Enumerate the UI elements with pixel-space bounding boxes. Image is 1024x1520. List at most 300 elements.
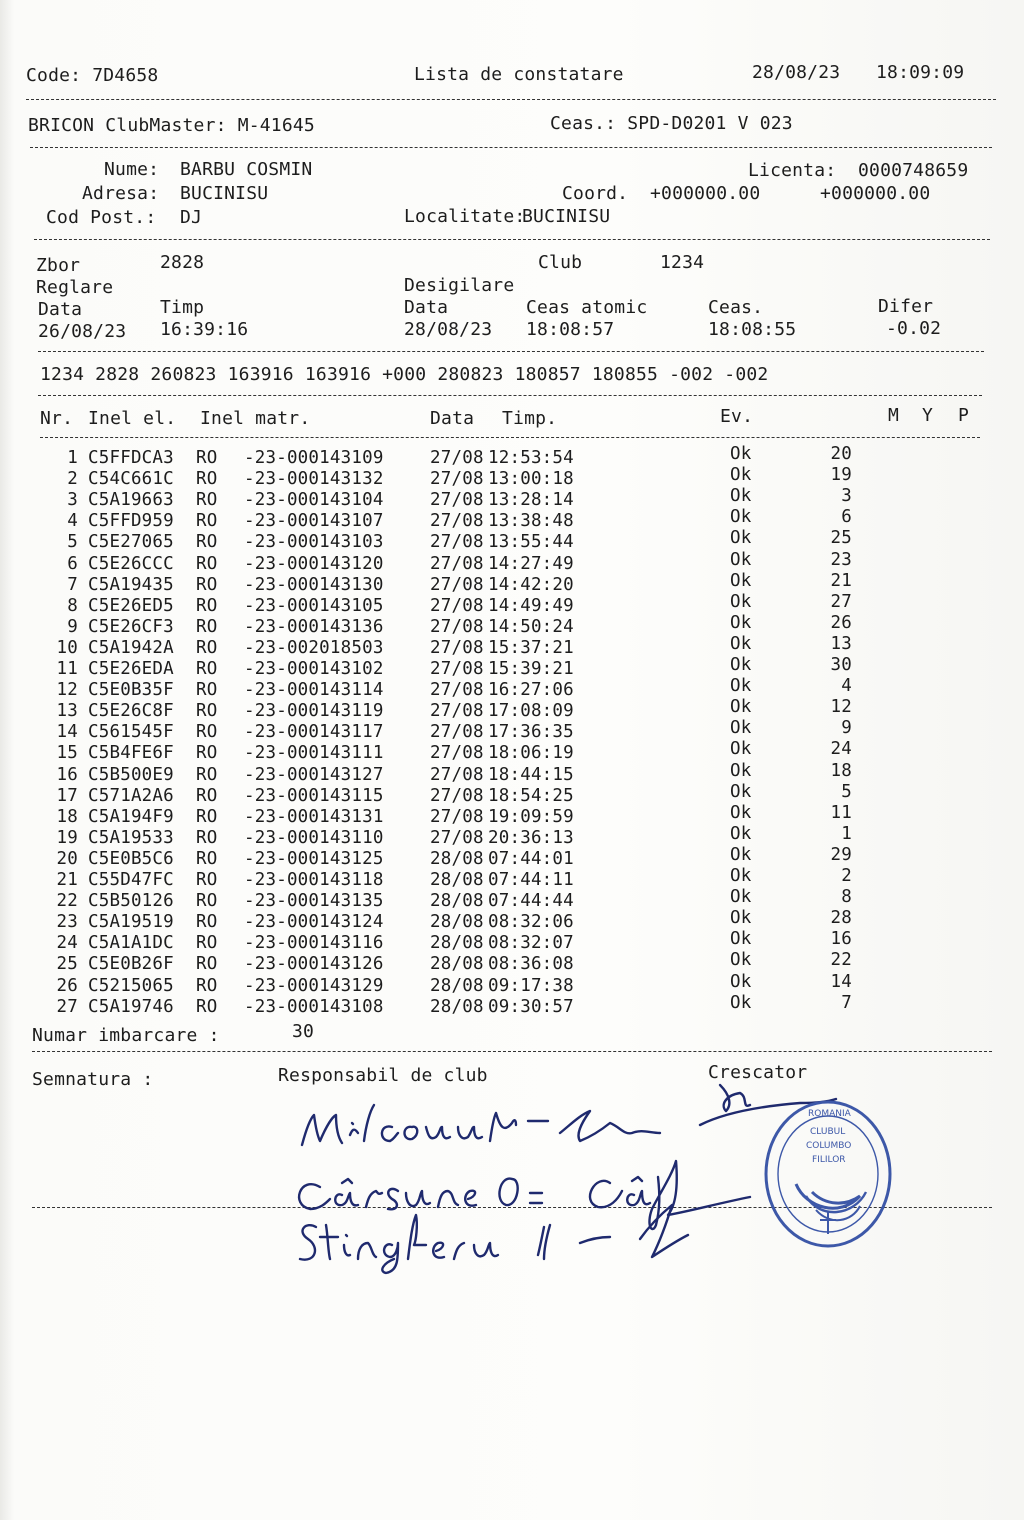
row-time: 07:44:11 <box>488 870 574 890</box>
row-country: RO <box>196 553 218 574</box>
row-chip-id: C5FFD959 <box>88 511 174 532</box>
row-time: 08:36:08 <box>488 954 574 975</box>
flight-label: Zbor <box>36 255 81 276</box>
row-event: Ok <box>730 570 752 591</box>
difference-value: -0.02 <box>886 318 942 339</box>
row-number: 27 <box>56 996 78 1017</box>
table-row <box>0 739 1024 764</box>
row-position: 7 <box>841 992 852 1013</box>
row-time: 12:53:54 <box>488 448 574 468</box>
des-date: 28/08/23 <box>404 319 493 340</box>
row-chip-id: C5215065 <box>88 975 174 996</box>
row-time: 09:30:57 <box>488 996 574 1017</box>
atomic-time: 18:08:57 <box>526 319 615 340</box>
clock-label: Ceas. <box>708 297 764 318</box>
row-number: 9 <box>67 616 78 637</box>
row-event: Ok <box>730 676 752 697</box>
table-row <box>0 528 1024 553</box>
col-nr: Nr. <box>40 408 74 429</box>
row-chip-id: C5A19746 <box>88 996 174 1017</box>
locality-value: BUCINISU <box>522 206 611 227</box>
row-number: 5 <box>67 532 78 553</box>
table-row <box>0 612 1024 638</box>
row-date: 27/08 <box>430 511 484 532</box>
signature-label: Semnatura : <box>32 1069 154 1090</box>
row-event: Ok <box>730 866 752 886</box>
svg-text:ROMANIA: ROMANIA <box>808 1109 851 1119</box>
clock-time: 18:08:55 <box>708 319 797 340</box>
row-time: 14:27:49 <box>488 553 574 574</box>
row-event: Ok <box>730 507 752 528</box>
row-position: 26 <box>830 612 852 633</box>
row-position: 22 <box>830 950 852 971</box>
row-date: 27/08 <box>430 722 484 743</box>
row-country: RO <box>196 743 218 764</box>
row-number: 26 <box>56 975 78 996</box>
row-country: RO <box>196 827 218 848</box>
row-country: RO <box>196 870 218 890</box>
row-ring-number: -23-000143103 <box>244 532 384 553</box>
row-date: 27/08 <box>430 637 484 658</box>
table-row <box>0 570 1024 596</box>
row-position: 24 <box>830 739 852 760</box>
row-chip-id: C5FFDCA3 <box>88 448 174 468</box>
divider <box>30 147 992 148</box>
locality-label: Localitate: <box>404 206 526 227</box>
code-label: Code: 7D4658 <box>26 65 159 86</box>
row-date: 27/08 <box>430 448 484 468</box>
coord-lon: +000000.00 <box>820 183 931 204</box>
row-time: 13:38:48 <box>488 511 574 532</box>
row-ring-number: -23-000143114 <box>244 680 384 701</box>
row-chip-id: C5E26CCC <box>88 553 174 574</box>
table-row <box>0 549 1024 575</box>
row-time: 20:36:13 <box>488 827 574 848</box>
row-ring-number: -23-000143115 <box>244 785 384 806</box>
row-time: 13:55:44 <box>488 532 574 553</box>
row-position: 23 <box>830 549 852 570</box>
row-ring-number: -23-000143132 <box>244 469 384 490</box>
row-country: RO <box>196 637 218 658</box>
row-chip-id: C5E26ED5 <box>88 595 174 616</box>
row-position: 3 <box>841 486 852 507</box>
row-ring-number: -23-000143107 <box>244 511 384 532</box>
row-position: 8 <box>841 887 852 908</box>
row-chip-id: C5E0B35F <box>88 680 174 701</box>
row-number: 10 <box>56 637 78 658</box>
row-ring-number: -23-000143135 <box>244 891 384 912</box>
row-number: 20 <box>56 848 78 869</box>
row-number: 3 <box>67 490 78 511</box>
row-event: Ok <box>730 591 752 612</box>
table-row <box>0 718 1024 743</box>
row-position: 13 <box>830 633 852 654</box>
row-country: RO <box>196 848 218 869</box>
row-country: RO <box>196 448 218 468</box>
reg-time-label: Timp <box>160 297 205 318</box>
row-country: RO <box>196 785 218 806</box>
row-position: 16 <box>830 929 852 950</box>
row-ring-number: -23-000143118 <box>244 870 384 890</box>
row-time: 08:32:06 <box>488 912 574 933</box>
row-chip-id: C5E26CF3 <box>88 616 174 637</box>
table-row <box>0 971 1024 997</box>
row-chip-id: C5E26C8F <box>88 701 174 722</box>
row-position: 19 <box>830 465 852 486</box>
club-stamp-seal <box>756 1088 906 1258</box>
row-date: 28/08 <box>430 954 484 975</box>
row-ring-number: -23-000143108 <box>244 996 384 1017</box>
postal-code: DJ <box>180 207 203 228</box>
row-number: 24 <box>56 933 78 954</box>
row-ring-number: -23-000143130 <box>244 574 384 595</box>
row-date: 28/08 <box>430 870 484 890</box>
table-row <box>0 697 1024 722</box>
table-row <box>0 844 1024 870</box>
row-number: 4 <box>67 511 78 532</box>
row-time: 18:44:15 <box>488 764 574 785</box>
row-date: 27/08 <box>430 806 484 827</box>
row-position: 30 <box>830 655 852 675</box>
row-country: RO <box>196 722 218 743</box>
row-event: Ok <box>730 655 752 675</box>
row-chip-id: C5E0B5C6 <box>88 848 174 869</box>
row-event: Ok <box>730 528 752 549</box>
row-chip-id: C571A2A6 <box>88 785 174 806</box>
row-position: 11 <box>830 802 852 823</box>
row-chip-id: C5A19533 <box>88 827 174 848</box>
row-country: RO <box>196 701 218 722</box>
row-ring-number: -23-000143110 <box>244 827 384 848</box>
table-row <box>0 507 1024 532</box>
row-ring-number: -23-000143124 <box>244 912 384 933</box>
flight-number: 2828 <box>160 252 205 273</box>
col-m: M <box>888 405 900 426</box>
row-country: RO <box>196 996 218 1017</box>
embark-value: 30 <box>292 1021 315 1042</box>
row-number: 1 <box>67 448 78 468</box>
row-date: 27/08 <box>430 701 484 722</box>
table-row <box>0 465 1024 490</box>
row-time: 18:54:25 <box>488 785 574 806</box>
breeder-label: Crescator <box>708 1062 808 1083</box>
row-position: 12 <box>830 697 852 718</box>
row-ring-number: -23-000143129 <box>244 975 384 996</box>
row-chip-id: C5A1A1DC <box>88 933 174 954</box>
row-date: 28/08 <box>430 996 484 1017</box>
table-row <box>0 591 1024 617</box>
divider <box>32 1051 992 1052</box>
row-time: 15:37:21 <box>488 637 574 658</box>
row-ring-number: -23-000143117 <box>244 722 384 743</box>
row-position: 21 <box>830 570 852 591</box>
row-event: Ok <box>730 950 752 971</box>
row-ring-number: -23-000143131 <box>244 806 384 827</box>
row-event: Ok <box>730 697 752 718</box>
row-event: Ok <box>730 887 752 908</box>
row-time: 19:09:59 <box>488 806 574 827</box>
row-ring-number: -23-000143111 <box>244 743 384 764</box>
row-time: 13:00:18 <box>488 469 574 490</box>
row-country: RO <box>196 574 218 595</box>
row-country: RO <box>196 511 218 532</box>
row-event: Ok <box>730 549 752 570</box>
row-country: RO <box>196 954 218 975</box>
row-country: RO <box>196 595 218 616</box>
col-inel-el: Inel el. <box>88 408 177 429</box>
divider <box>34 239 990 240</box>
club-label: Club <box>538 252 583 273</box>
row-country: RO <box>196 912 218 933</box>
row-country: RO <box>196 975 218 996</box>
row-position: 5 <box>841 781 852 802</box>
des-date-label: Data <box>404 297 449 318</box>
row-date: 27/08 <box>430 764 484 785</box>
col-inel-matr: Inel matr. <box>200 408 311 429</box>
row-number: 21 <box>56 870 78 890</box>
license-label: Licenta: <box>748 160 837 181</box>
col-ev: Ev. <box>720 406 754 427</box>
club-responsible-label: Responsabil de club <box>278 1065 488 1086</box>
row-chip-id: C5A19663 <box>88 490 174 511</box>
row-number: 12 <box>56 680 78 701</box>
row-event: Ok <box>730 486 752 507</box>
row-date: 28/08 <box>430 912 484 933</box>
row-ring-number: -23-000143127 <box>244 764 384 785</box>
reg-date-label: Data <box>38 299 83 320</box>
svg-text:COLUMBO: COLUMBO <box>806 1141 852 1151</box>
row-date: 27/08 <box>430 616 484 637</box>
divider <box>38 395 982 396</box>
embark-label: Numar imbarcare : <box>32 1025 220 1046</box>
row-country: RO <box>196 764 218 785</box>
row-event: Ok <box>730 718 752 739</box>
row-ring-number: -23-000143125 <box>244 848 384 869</box>
svg-text:CLUBUL: CLUBUL <box>810 1127 846 1137</box>
divider <box>38 351 984 352</box>
row-chip-id: C54C661C <box>88 469 174 490</box>
table-row <box>0 929 1024 954</box>
row-ring-number: -23-002018503 <box>244 637 384 658</box>
atomic-clock-label: Ceas atomic <box>526 297 648 318</box>
svg-text:FILILOR: FILILOR <box>812 1155 846 1165</box>
divider <box>26 99 996 100</box>
row-country: RO <box>196 469 218 490</box>
row-event: Ok <box>730 444 752 464</box>
row-ring-number: -23-000143116 <box>244 933 384 954</box>
row-position: 28 <box>830 908 852 929</box>
row-date: 27/08 <box>430 785 484 806</box>
print-time: 18:09:09 <box>876 62 965 83</box>
row-time: 16:27:06 <box>488 680 574 701</box>
row-event: Ok <box>730 908 752 929</box>
row-position: 2 <box>841 866 852 886</box>
row-time: 14:50:24 <box>488 616 574 637</box>
coord-lat: +000000.00 <box>650 183 761 204</box>
table-row <box>0 992 1024 1018</box>
row-number: 14 <box>56 722 78 743</box>
row-chip-id: C5A1942A <box>88 637 174 658</box>
table-row <box>0 887 1024 912</box>
row-chip-id: C5E26EDA <box>88 659 174 679</box>
row-ring-number: -23-000143105 <box>244 595 384 616</box>
row-event: Ok <box>730 760 752 781</box>
row-position: 18 <box>830 760 852 781</box>
document-title: Lista de constatare <box>414 64 624 85</box>
row-event: Ok <box>730 781 752 802</box>
row-position: 29 <box>830 844 852 865</box>
col-y: Y <box>922 405 934 426</box>
table-row <box>0 950 1024 975</box>
row-date: 27/08 <box>430 680 484 701</box>
row-position: 1 <box>841 823 852 844</box>
row-date: 27/08 <box>430 469 484 490</box>
row-position: 27 <box>830 591 852 612</box>
row-chip-id: C5B4FE6F <box>88 743 174 764</box>
row-number: 6 <box>67 553 78 574</box>
table-row <box>0 781 1024 807</box>
row-event: Ok <box>730 633 752 654</box>
row-date: 28/08 <box>430 933 484 954</box>
name-label: Nume: <box>104 159 160 180</box>
row-time: 17:36:35 <box>488 722 574 743</box>
row-event: Ok <box>730 802 752 823</box>
row-number: 18 <box>56 806 78 827</box>
table-row <box>0 866 1024 891</box>
divider <box>40 437 980 438</box>
row-date: 27/08 <box>430 827 484 848</box>
row-country: RO <box>196 532 218 553</box>
table-row <box>0 802 1024 828</box>
row-number: 17 <box>56 785 78 806</box>
row-ring-number: -23-000143119 <box>244 701 384 722</box>
row-country: RO <box>196 659 218 679</box>
row-chip-id: C5E0B26F <box>88 954 174 975</box>
row-country: RO <box>196 933 218 954</box>
row-position: 20 <box>830 444 852 464</box>
row-chip-id: C5A19435 <box>88 574 174 595</box>
row-country: RO <box>196 891 218 912</box>
row-event: Ok <box>730 823 752 844</box>
row-event: Ok <box>730 971 752 992</box>
row-number: 13 <box>56 701 78 722</box>
table-row <box>0 676 1024 701</box>
row-chip-id: C5A19519 <box>88 912 174 933</box>
difference-label: Difer <box>878 296 934 317</box>
row-time: 09:17:38 <box>488 975 574 996</box>
row-chip-id: C5B500E9 <box>88 764 174 785</box>
clock-info: Ceas.: SPD-D0201 V 023 <box>550 113 793 134</box>
table-row <box>0 655 1024 680</box>
table-row <box>0 633 1024 659</box>
row-chip-id: C5A194F9 <box>88 806 174 827</box>
row-position: 14 <box>830 971 852 992</box>
row-ring-number: -23-000143104 <box>244 490 384 511</box>
row-number: 22 <box>56 891 78 912</box>
row-date: 27/08 <box>430 532 484 553</box>
row-number: 23 <box>56 912 78 933</box>
row-chip-id: C55D47FC <box>88 870 174 890</box>
row-ring-number: -23-000143102 <box>244 659 384 679</box>
reglare-label: Reglare <box>36 277 114 298</box>
row-date: 27/08 <box>430 553 484 574</box>
row-date: 28/08 <box>430 975 484 996</box>
owner-name: BARBU COSMIN <box>180 159 313 180</box>
row-position: 9 <box>841 718 852 739</box>
row-ring-number: -23-000143109 <box>244 448 384 468</box>
row-time: 17:08:09 <box>488 701 574 722</box>
desigilare-label: Desigilare <box>404 275 515 296</box>
row-time: 14:49:49 <box>488 595 574 616</box>
row-ring-number: -23-000143126 <box>244 954 384 975</box>
row-date: 28/08 <box>430 848 484 869</box>
row-number: 16 <box>56 764 78 785</box>
device-info: BRICON ClubMaster: M-41645 <box>28 115 315 136</box>
row-position: 6 <box>841 507 852 528</box>
row-number: 8 <box>67 595 78 616</box>
row-date: 28/08 <box>430 891 484 912</box>
row-ring-number: -23-000143136 <box>244 616 384 637</box>
table-row <box>0 444 1024 469</box>
table-row <box>0 823 1024 849</box>
reg-date: 26/08/23 <box>38 321 127 342</box>
owner-address: BUCINISU <box>180 183 269 204</box>
club-number: 1234 <box>660 252 705 273</box>
row-number: 15 <box>56 743 78 764</box>
row-time: 07:44:44 <box>488 891 574 912</box>
row-country: RO <box>196 806 218 827</box>
row-chip-id: C5E27065 <box>88 532 174 553</box>
row-country: RO <box>196 680 218 701</box>
row-position: 25 <box>830 528 852 549</box>
row-number: 19 <box>56 827 78 848</box>
col-timp: Timp. <box>502 408 558 429</box>
reg-time: 16:39:16 <box>160 319 249 340</box>
coord-label: Coord. <box>562 183 629 204</box>
row-event: Ok <box>730 844 752 865</box>
row-time: 08:32:07 <box>488 933 574 954</box>
row-time: 13:28:14 <box>488 490 574 511</box>
row-time: 14:42:20 <box>488 574 574 595</box>
row-number: 25 <box>56 954 78 975</box>
table-row <box>0 486 1024 511</box>
row-time: 15:39:21 <box>488 659 574 679</box>
row-chip-id: C5B50126 <box>88 891 174 912</box>
address-label: Adresa: <box>82 183 160 204</box>
row-time: 18:06:19 <box>488 743 574 764</box>
row-position: 4 <box>841 676 852 697</box>
license-number: 0000748659 <box>858 160 969 181</box>
col-data: Data <box>430 408 475 429</box>
row-event: Ok <box>730 929 752 950</box>
row-number: 11 <box>56 659 78 679</box>
row-number: 7 <box>67 574 78 595</box>
row-country: RO <box>196 616 218 637</box>
row-time: 07:44:01 <box>488 848 574 869</box>
table-row <box>0 760 1024 786</box>
table-row <box>0 908 1024 933</box>
row-date: 27/08 <box>430 743 484 764</box>
row-event: Ok <box>730 465 752 486</box>
row-event: Ok <box>730 612 752 633</box>
row-date: 27/08 <box>430 595 484 616</box>
print-date: 28/08/23 <box>752 62 841 83</box>
row-date: 27/08 <box>430 490 484 511</box>
col-p: P <box>958 405 970 426</box>
postal-label: Cod Post.: <box>46 207 157 228</box>
row-date: 27/08 <box>430 574 484 595</box>
row-country: RO <box>196 490 218 511</box>
